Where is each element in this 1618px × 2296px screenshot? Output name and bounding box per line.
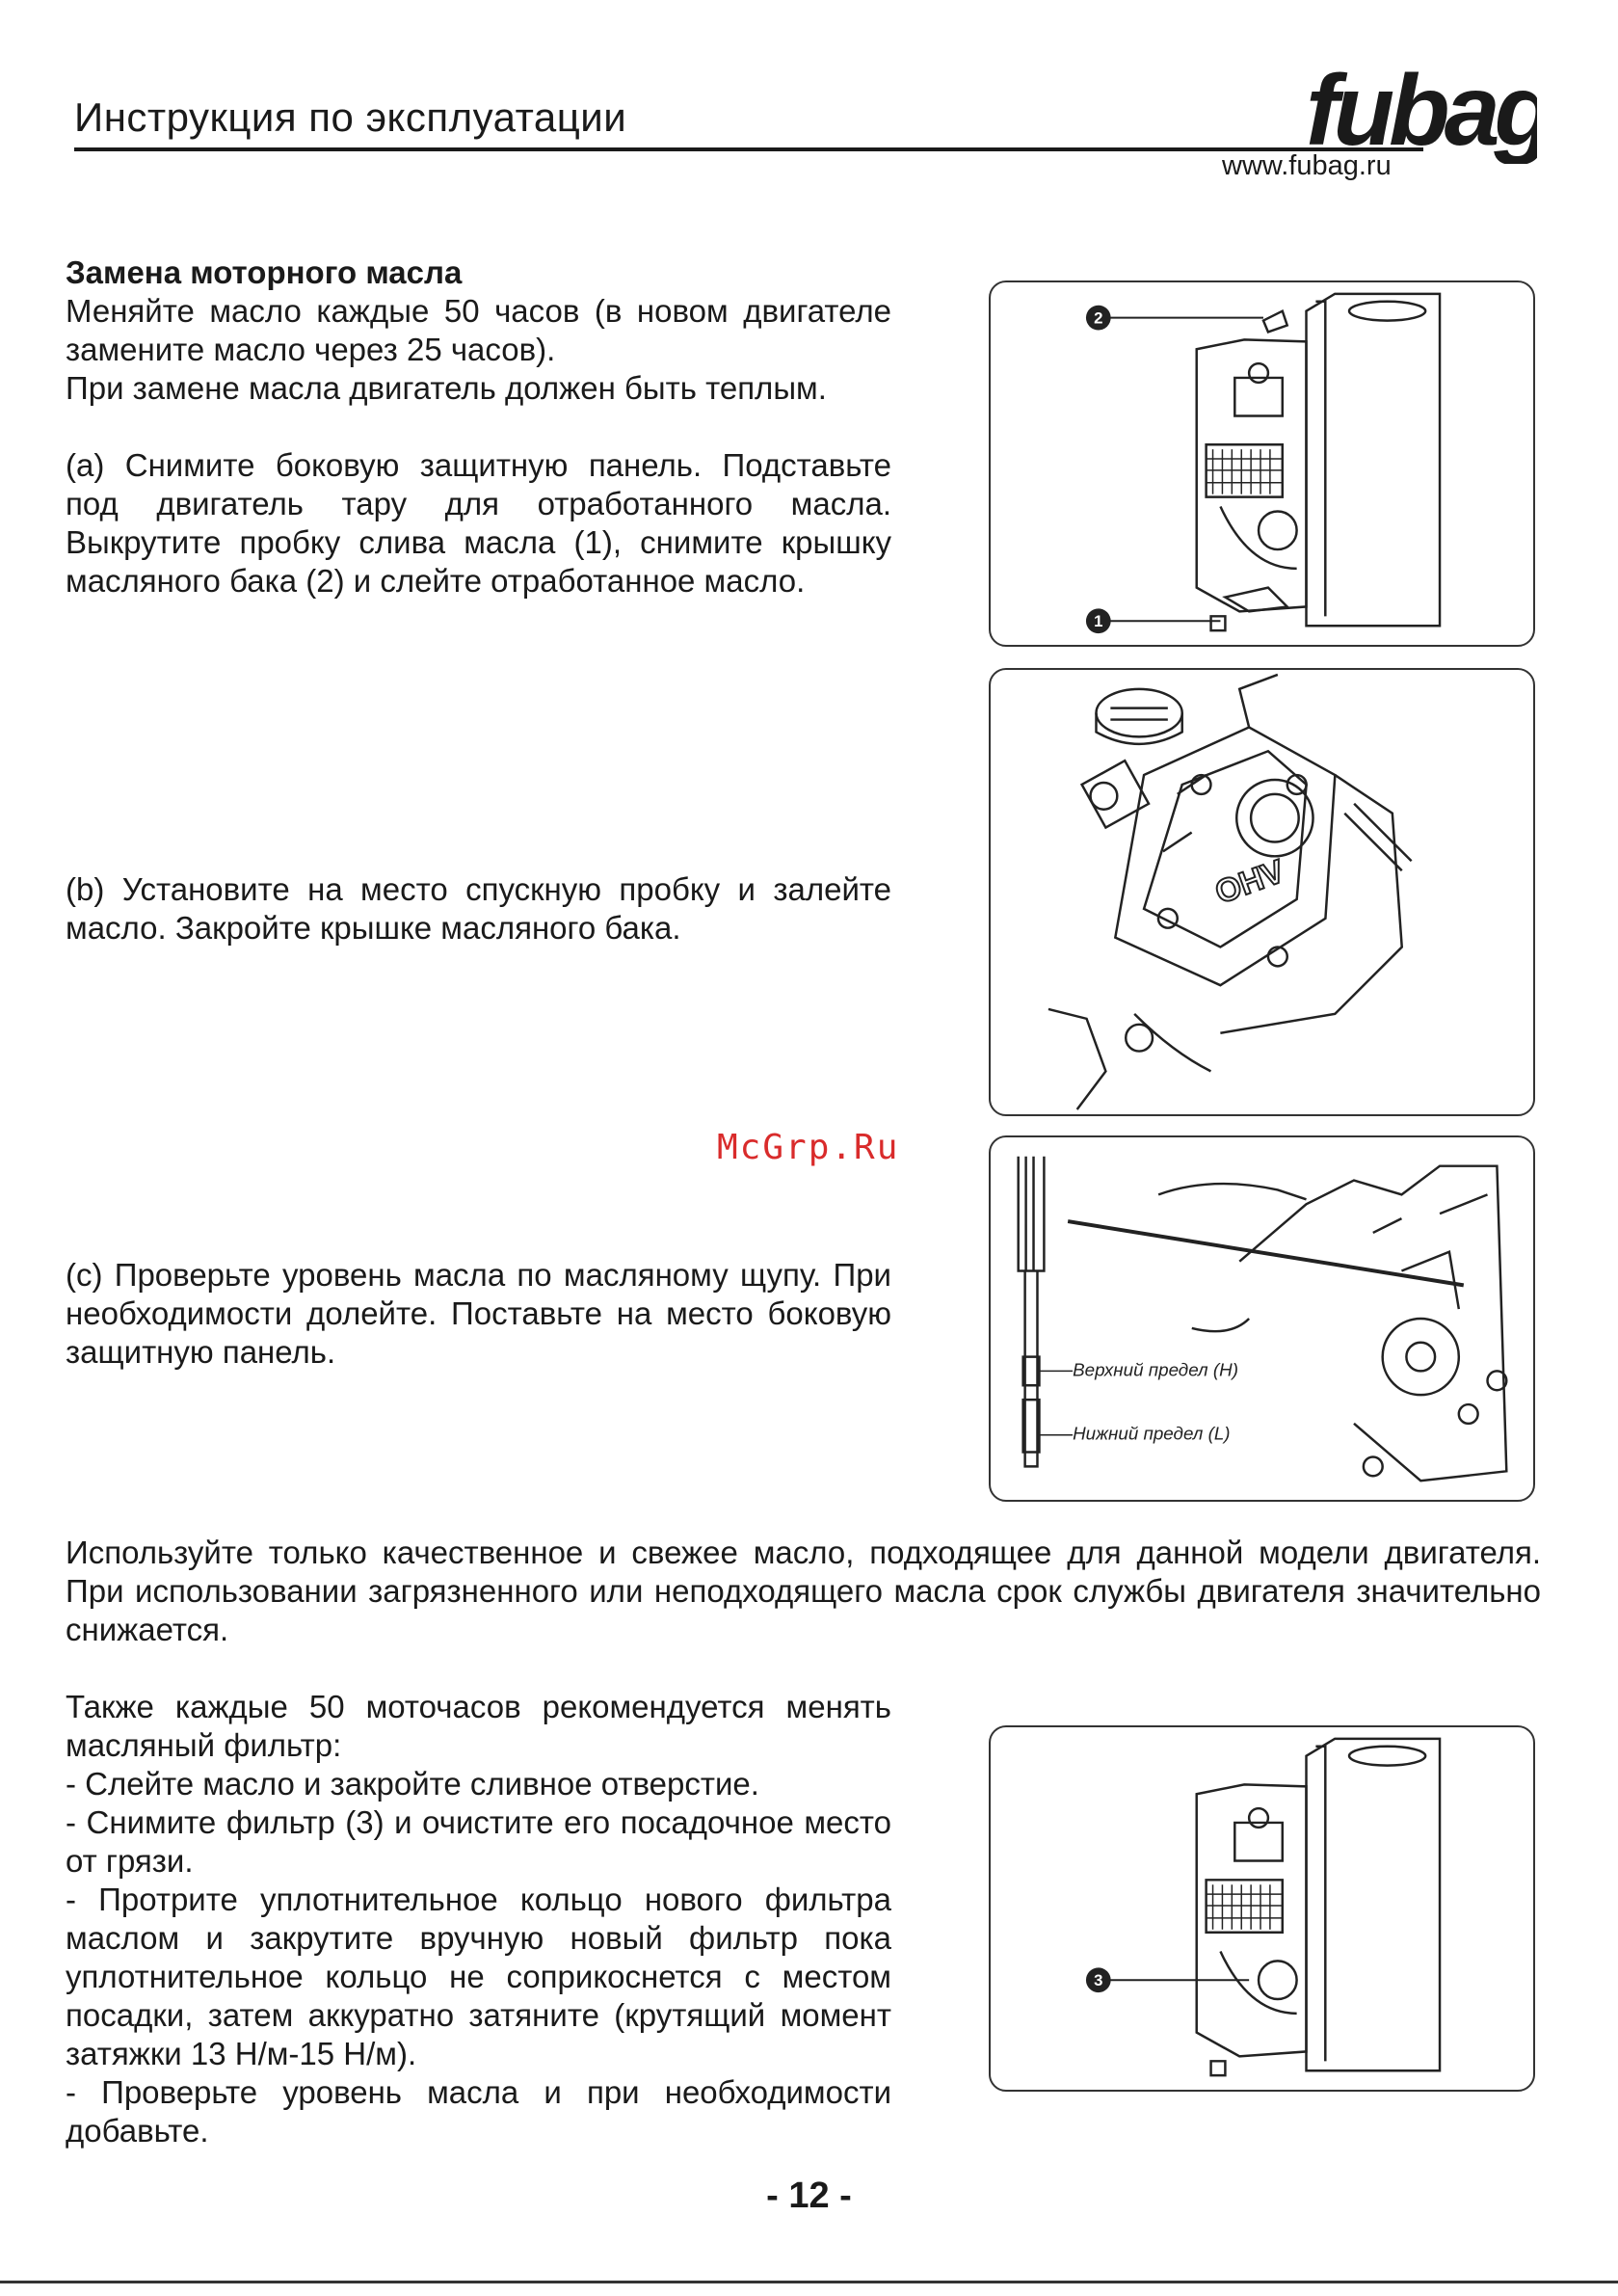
figure-oil-filler xyxy=(989,668,1535,1116)
page-number: - 12 - xyxy=(766,2176,852,2216)
step-c-block xyxy=(66,1256,891,1372)
upper-limit-label: Верхний предел (H) xyxy=(1073,1359,1238,1380)
filter-step-4: - Проверьте уровень масла и при необходимости добавьте. xyxy=(66,2074,891,2149)
filter-step-1: - Слейте масло и закройте сливное отверстие. xyxy=(66,1766,759,1802)
step-c: (c) Проверьте уровень масла по масляному щупу. При необходимости долейте. Поставьте на место боковую защитную панель. xyxy=(66,1257,891,1370)
intro-line-2: При замене масла двигатель должен быть теплым. xyxy=(66,370,827,406)
fubag-logo xyxy=(1306,48,1537,164)
filter-intro: Также каждые 50 моточасов рекомендуется менять масляный фильтр: xyxy=(66,1689,891,1763)
footer-rule xyxy=(0,2281,1618,2283)
step-a: (a) Снимите боковую защитную панель. Подставьте под двигатель тару для отработанного масла. Выкрутите пробку слива масла (1), снимите крышку масляного бака (2) и слейте отработанное масло. xyxy=(66,447,891,599)
document-title: Инструкция по эксплуатации xyxy=(74,94,627,140)
oil-quality-note xyxy=(66,1534,1541,1649)
header-rule xyxy=(74,147,1423,151)
figure-oil-filter xyxy=(989,1725,1535,2092)
logo-text: fubag xyxy=(1306,55,1537,164)
oil-quality-text: Используйте только качественное и свежее масло, подходящее для данной модели двигателя. При использовании загрязненного или неподходящего масла срок службы двигателя значительно снижается. xyxy=(66,1535,1541,1647)
section-heading: Замена моторного масла xyxy=(66,254,463,290)
watermark: McGrp.Ru xyxy=(717,1128,900,1167)
callout-label-2: 2 xyxy=(1094,308,1103,328)
step-b-block xyxy=(66,870,891,948)
callout-label-3: 3 xyxy=(1094,1971,1103,1990)
filter-step-3: - Протрите уплотнительное кольцо нового фильтра маслом и закрутите вручную новый фильтр пока уплотнительное кольцо не соприкоснется с местом посадки, затем аккуратно затяните (крутящий момент затяжки 13 Н/м-15 Н/м). xyxy=(66,1882,891,2071)
section-intro xyxy=(66,254,891,601)
figure-dipstick xyxy=(989,1135,1535,1502)
website-url: www.fubag.ru xyxy=(1222,150,1392,181)
step-b: (b) Установите на место спускную пробку и залейте масло. Закройте крышке масляного бака. xyxy=(66,871,891,946)
figure-drain-plug xyxy=(989,280,1535,647)
lower-limit-label: Нижний предел (L) xyxy=(1073,1423,1231,1444)
filter-section xyxy=(66,1688,891,2150)
intro-line-1: Меняйте масло каждые 50 часов (в новом двигателе замените масло через 25 часов). xyxy=(66,293,891,367)
filter-step-2: - Снимите фильтр (3) и очистите его посадочное место от грязи. xyxy=(66,1804,891,1879)
cover-embossed-text: OHV xyxy=(1210,852,1289,912)
callout-label-1: 1 xyxy=(1094,612,1103,631)
